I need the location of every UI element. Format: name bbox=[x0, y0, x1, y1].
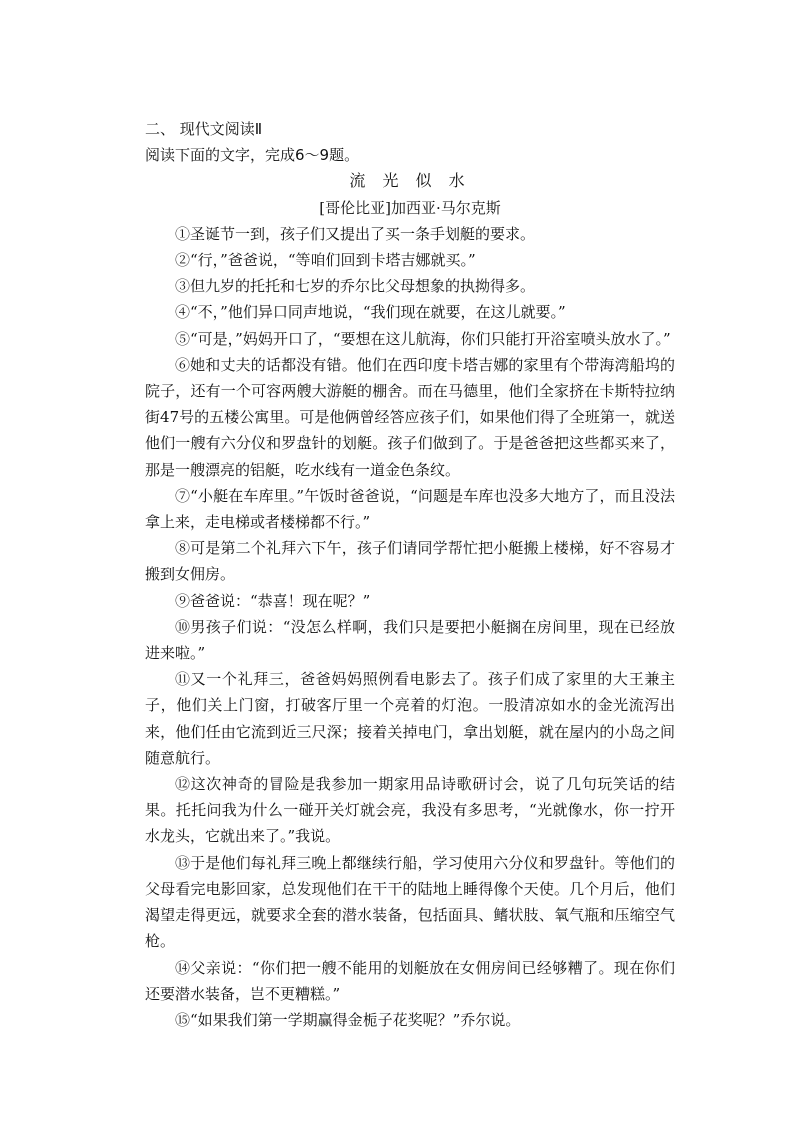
paragraph-9: ⑨爸爸说：“恭喜！现在呢？” bbox=[175, 591, 371, 610]
section-heading: 二、 现代文阅读Ⅱ bbox=[145, 120, 263, 138]
paragraph-3: ③但九岁的托托和七岁的乔尔比父母想象的执拗得多。 bbox=[175, 277, 536, 296]
paragraph-7: ⑦“小艇在车库里。”午饭时爸爸说，“问题是车库也没多大地方了，而且没法拿上来，走电梯或者楼梯都不行。” bbox=[145, 486, 675, 532]
paragraph-1: ①圣诞节一到，孩子们又提出了买一条手划艇的要求。 bbox=[175, 224, 536, 243]
reading-instruction: 阅读下面的文字，完成6～9题。 bbox=[145, 146, 360, 165]
paragraph-13: ⑬于是他们每礼拜三晚上都继续行船，学习使用六分仪和罗盘针。等他们的父母看完电影回家，总发现他们在干干的陆地上睡得像个天使。几个月后，他们渴望走得更远，就要求全套的潜水装备，包括面具、鳍状肢、氧气瓶和压缩空气枪。 bbox=[145, 853, 675, 951]
paragraph-15: ⑮“如果我们第一学期赢得金栀子花奖呢？”乔尔说。 bbox=[175, 1010, 521, 1029]
article-author: [哥伦比亚]加西亚·马尔克斯 bbox=[319, 198, 501, 217]
paragraph-14: ⑭父亲说：“你们把一艘不能用的划艇放在女佣房间已经够糟了。现在你们还要潜水装备，岂不更糟糕。” bbox=[145, 958, 675, 1003]
paragraph-5: ⑤“可是，”妈妈开口了，“要想在这儿航海，你们只能打开浴室喷头放水了。” bbox=[175, 329, 671, 348]
paragraph-8: ⑧可是第二个礼拜六下午，孩子们请同学帮忙把小艇搬上楼梯，好不容易才搬到女佣房。 bbox=[145, 539, 675, 584]
article-title: 流 光 似 水 bbox=[349, 171, 471, 191]
article-paragraphs bbox=[145, 221, 675, 1033]
paragraph-12: ⑫这次神奇的冒险是我参加一期家用品诗歌研讨会，说了几句玩笑话的结果。托托问我为什么一碰开关灯就会亮，我没有多思考，“光就像水，你一拧开水龙头，它就出来了。”我说。 bbox=[145, 775, 675, 846]
paragraph-6: ⑥她和丈夫的话都没有错。他们在西印度卡塔吉娜的家里有个带海湾船坞的院子，还有一个可容两艘大游艇的棚舍。而在马德里，他们全家挤在卡斯特拉纳街47号的五楼公寓里。可是他俩曾经答应孩子们，如果他们得了全班第一，就送他们一艘有六分仪和罗盘针的划艇。孩子们做到了。于是爸爸把这些都买来了，那是一艘漂亮的铝艇，吃水线有一道金色条纹。 bbox=[145, 355, 675, 479]
paragraph-10: ⑩男孩子们说：“没怎么样啊，我们只是要把小艇搁在房间里，现在已经放进来啦。” bbox=[145, 617, 675, 663]
paragraph-2: ②“行，”爸爸说，“等咱们回到卡塔吉娜就买。” bbox=[175, 251, 476, 270]
document-body bbox=[145, 116, 675, 1033]
paragraph-11: ⑪又一个礼拜三，爸爸妈妈照例看电影去了。孩子们成了家里的大王兼主子，他们关上门窗，打破客厅里一个亮着的灯泡。一股清凉如水的金光流泻出来，他们任由它流到近三尺深；接着关掉电门，拿出划艇，就在屋内的小岛之间随意航行。 bbox=[145, 670, 675, 767]
paragraph-4: ④“不，”他们异口同声地说，“我们现在就要，在这儿就要。” bbox=[175, 303, 566, 322]
